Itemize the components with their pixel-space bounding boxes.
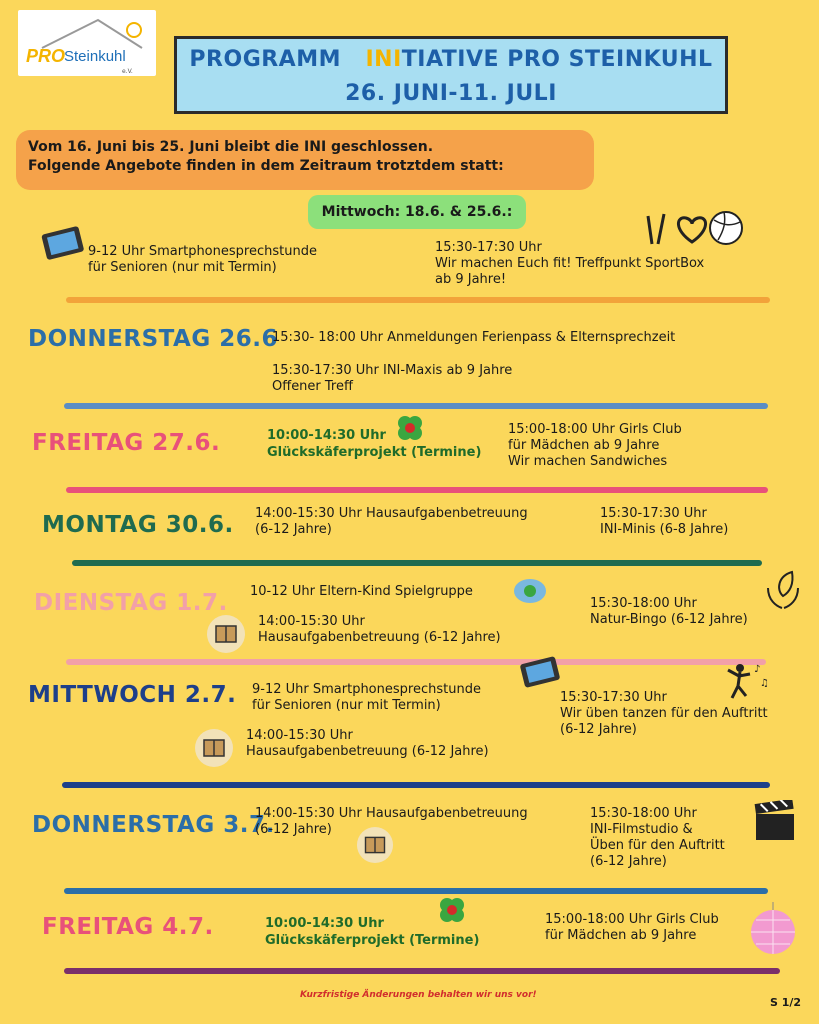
do3-r4: (6-12 Jahre) [590, 854, 667, 869]
fr27-r2: für Mädchen ab 9 Jahre [508, 438, 660, 453]
pre-right1: 15:30-17:30 Uhr [435, 240, 542, 255]
fr4-r1: 15:00-18:00 Uhr Girls Club [545, 912, 719, 927]
pacifier-icon [512, 576, 548, 606]
notice-line1: Vom 16. Juni bis 25. Juni bleibt die INI geschlossen. [28, 139, 434, 155]
title-box [174, 36, 728, 114]
mo30-l2: (6-12 Jahre) [255, 522, 332, 537]
smartphone-icon [40, 224, 86, 264]
mo30-r2: INI-Minis (6-8 Jahre) [600, 522, 729, 537]
fr27-g1: 10:00-14:30 Uhr [267, 428, 386, 443]
book-icon [194, 728, 234, 768]
svg-text:♫: ♫ [760, 678, 769, 689]
title-programm: PROGRAMM [189, 47, 341, 72]
title-ini: INI [365, 47, 402, 72]
mi2-b1: 14:00-15:30 Uhr [246, 728, 353, 743]
fr27-r3: Wir machen Sandwiches [508, 454, 668, 469]
disco-ball-icon [748, 902, 798, 958]
hands-leaf-icon [762, 568, 804, 610]
day-mo30: MONTAG 30.6. [42, 512, 234, 538]
divider [64, 968, 780, 974]
di1-r1: 15:30-18:00 Uhr [590, 596, 697, 611]
logo-ev: e.V. [122, 68, 133, 75]
do26-b1: 15:30-17:30 Uhr INI-Maxis ab 9 Jahre [272, 363, 513, 378]
peace-heart-ball-icon [644, 208, 744, 248]
mi2-b2: Hausaufgabenbetreuung (6-12 Jahre) [246, 744, 489, 759]
fr4-r2: für Mädchen ab 9 Jahre [545, 928, 697, 943]
do3-r2: INI-Filmstudio & [590, 822, 693, 837]
fr4-g1: 10:00-14:30 Uhr [265, 916, 384, 931]
di1-b1: 14:00-15:30 Uhr [258, 614, 365, 629]
clover-ladybug-icon [396, 414, 424, 442]
fr4-g2: Glückskäferprojekt (Termine) [265, 933, 480, 948]
clapperboard-icon [752, 800, 798, 842]
divider [66, 659, 766, 665]
day-fr4: FREITAG 4.7. [42, 914, 214, 940]
divider [62, 782, 770, 788]
divider [64, 888, 768, 894]
closure-notice [16, 130, 594, 190]
di1-r2: Natur-Bingo (6-12 Jahre) [590, 612, 748, 627]
pre-right2: Wir machen Euch fit! Treffpunkt SportBox [435, 256, 705, 271]
mi2-a2: für Senioren (nur mit Termin) [252, 698, 441, 713]
smartphone-icon [518, 654, 562, 692]
logo-steinkuhl: Steinkuhl [64, 48, 126, 65]
day-do26: DONNERSTAG 26.6 [28, 326, 278, 352]
logo [18, 10, 156, 76]
day-mi2: MITTWOCH 2.7. [28, 682, 237, 708]
notice-line2: Folgende Angebote finden in dem Zeitraum trotztdem statt: [28, 158, 504, 174]
mi2-r3: (6-12 Jahre) [560, 722, 637, 737]
di1-b2: Hausaufgabenbetreuung (6-12 Jahre) [258, 630, 501, 645]
book-icon [206, 614, 246, 654]
title-line1 [177, 47, 725, 72]
fr27-r1: 15:00-18:00 Uhr Girls Club [508, 422, 682, 437]
divider [72, 560, 762, 566]
page-number: S 1/2 [770, 996, 802, 1009]
divider [66, 297, 770, 303]
mo30-l1: 14:00-15:30 Uhr Hausaufgabenbetreuung [255, 506, 528, 521]
do26-b2: Offener Treff [272, 379, 353, 394]
fr27-g2: Glückskäferprojekt (Termine) [267, 445, 482, 460]
svg-text:♪: ♪ [754, 664, 761, 675]
title-line2: 26. JUNI-11. JULI [345, 81, 557, 106]
do3-r3: Üben für den Auftritt [590, 838, 725, 853]
mi2-r2: Wir üben tanzen für den Auftritt [560, 706, 768, 721]
title-rest: TIATIVE PRO STEINKUHL [401, 47, 713, 72]
logo-pro: PRO [26, 46, 66, 66]
divider [64, 403, 768, 409]
di1-a: 10-12 Uhr Eltern-Kind Spielgruppe [250, 584, 473, 599]
book-icon [356, 826, 394, 864]
do26-a: 15:30- 18:00 Uhr Anmeldungen Ferienpass & Elternsprechzeit [272, 330, 676, 345]
day-do3: DONNERSTAG 3.7. [32, 812, 275, 838]
mi2-a1: 9-12 Uhr Smartphonesprechstunde [252, 682, 481, 697]
dancer-icon [722, 660, 770, 700]
pre-left1: 9-12 Uhr Smartphonesprechstunde [88, 244, 317, 259]
mo30-r1: 15:30-17:30 Uhr [600, 506, 707, 521]
do3-r1: 15:30-18:00 Uhr [590, 806, 697, 821]
pre-left2: für Senioren (nur mit Termin) [88, 260, 277, 275]
mi2-r1: 15:30-17:30 Uhr [560, 690, 667, 705]
day-di1: DIENSTAG 1.7. [34, 590, 228, 616]
do3-l2: (6-12 Jahre) [255, 822, 332, 837]
do3-l1: 14:00-15:30 Uhr Hausaufgabenbetreuung [255, 806, 528, 821]
pre-right3: ab 9 Jahre! [435, 272, 507, 287]
day-fr27: FREITAG 27.6. [32, 430, 221, 456]
divider [66, 487, 768, 493]
footer-note: Kurzfristige Änderungen behalten wir uns vor! [300, 990, 537, 1000]
mittwoch-badge: Mittwoch: 18.6. & 25.6.: [308, 195, 526, 229]
clover-ladybug-icon [438, 896, 466, 924]
house-roof-icon [38, 16, 148, 50]
